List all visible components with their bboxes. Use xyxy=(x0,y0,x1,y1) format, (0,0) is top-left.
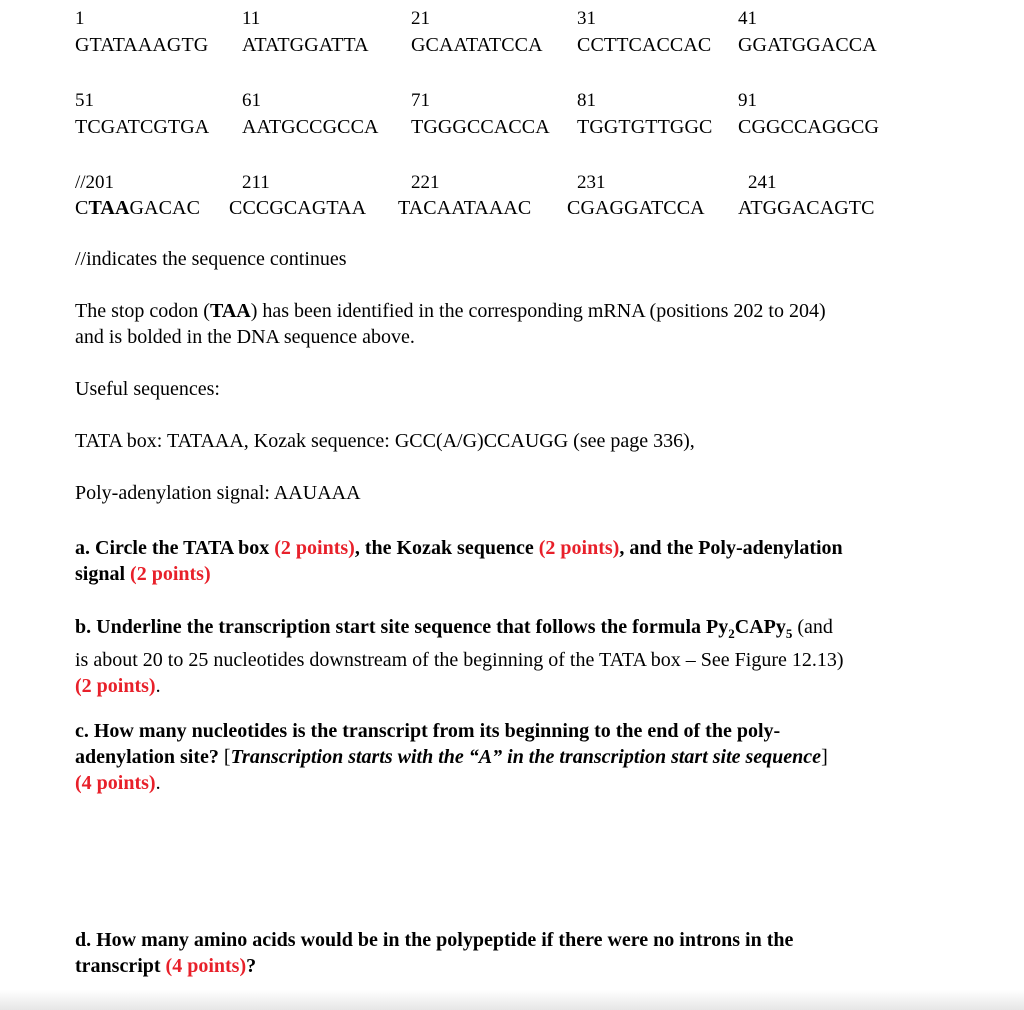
question-b-line-3: (2 points). xyxy=(75,675,161,697)
points-badge: (4 points) xyxy=(165,955,247,977)
question-b xyxy=(75,614,844,699)
points-badge: (2 points) xyxy=(538,537,620,559)
dna-lead-base: C xyxy=(75,197,89,219)
question-c xyxy=(75,718,828,796)
stop-codon-paragraph xyxy=(75,298,826,350)
position-label: 41 xyxy=(738,8,757,29)
question-b-line-2: is about 20 to 25 nucleotides downstream of the beginning of the TATA box – See Figure 12.13) xyxy=(75,649,844,671)
dna-segment: ATATGGATTA xyxy=(242,34,369,56)
question-a-line-2: signal (2 points) xyxy=(75,563,211,585)
stop-codon-bold-text: TAA xyxy=(209,300,251,322)
dna-segment: TGGTGTTGGC xyxy=(577,116,713,138)
position-label: 91 xyxy=(738,90,757,111)
dna-segment: CCCGCAGTAA xyxy=(229,197,367,219)
dna-segment: TACAATAAAC xyxy=(398,197,532,219)
position-label: 51 xyxy=(75,90,94,111)
stop-codon-bold: TAA xyxy=(88,197,130,219)
position-label: 61 xyxy=(242,90,261,111)
question-d xyxy=(75,927,793,979)
position-label: 31 xyxy=(577,8,596,29)
position-label: 21 xyxy=(411,8,430,29)
dna-segment: GTATAAAGTG xyxy=(75,34,209,56)
position-label: //201 xyxy=(75,172,115,193)
polya-line: Poly-adenylation signal: AAUAAA xyxy=(75,482,361,504)
position-label: 221 xyxy=(411,172,440,193)
question-d-line-2: transcript (4 points)? xyxy=(75,955,257,977)
points-badge: (2 points) xyxy=(130,563,211,585)
points-badge: (2 points) xyxy=(274,537,355,559)
dna-segment: GGATGGACCA xyxy=(738,34,877,56)
dna-segment: AATGCCGCCA xyxy=(242,116,379,138)
points-badge: (4 points) xyxy=(75,772,156,794)
tata-kozak-line: TATA box: TATAAA, Kozak sequence: GCC(A/G)CCAUGG (see page 336), xyxy=(75,430,695,452)
dna-segment: CGAGGATCCA xyxy=(567,197,705,219)
dna-segment: TGGGCCACCA xyxy=(411,116,550,138)
dna-segment: CGGCCAGGCG xyxy=(738,116,880,138)
position-label: 81 xyxy=(577,90,596,111)
position-label: 1 xyxy=(75,8,85,29)
question-d-line-1: d. How many amino acids would be in the polypeptide if there were no introns in the xyxy=(75,929,794,951)
dna-segment: CCTTCACCAC xyxy=(577,34,712,56)
dna-segment: TCGATCGTGA xyxy=(75,116,210,138)
position-label: 71 xyxy=(411,90,430,111)
position-label: 241 xyxy=(748,172,777,193)
dna-segment-with-stop-codon xyxy=(75,197,200,220)
page-bottom-shadow xyxy=(0,990,1024,1010)
question-c-line-2: adenylation site? [Transcription starts with the “A” in the transcription start site sequence] xyxy=(75,746,828,768)
question-c-line-1: c. How many nucleotides is the transcript from its beginning to the end of the poly- xyxy=(75,720,781,742)
stop-codon-line-2: and is bolded in the DNA sequence above. xyxy=(75,326,415,348)
position-label: 11 xyxy=(242,8,261,29)
italic-note: Transcription starts with the “A” in the transcription start site sequence xyxy=(230,746,822,768)
useful-sequences-heading: Useful sequences: xyxy=(75,378,220,400)
stop-codon-line-1: The stop codon (TAA) has been identified in the corresponding mRNA (positions 202 to 204) xyxy=(75,300,826,322)
question-c-line-3: (4 points). xyxy=(75,772,161,794)
question-a xyxy=(75,535,843,587)
question-a-line-1: a. Circle the TATA box (2 points), the Kozak sequence (2 points), and the Poly-adenylation xyxy=(75,537,843,559)
dna-segment: ATGGACAGTC xyxy=(738,197,875,219)
dna-segment-rest: GACAC xyxy=(129,197,201,219)
position-label: 211 xyxy=(242,172,270,193)
continues-note: //indicates the sequence continues xyxy=(75,248,347,270)
points-badge: (2 points) xyxy=(75,675,156,697)
dna-segment: GCAATATCCA xyxy=(411,34,543,56)
question-b-line-1: b. Underline the transcription start site sequence that follows the formula $Py_2CAPy_5$ (and xyxy=(75,616,833,641)
position-label: 231 xyxy=(577,172,606,193)
